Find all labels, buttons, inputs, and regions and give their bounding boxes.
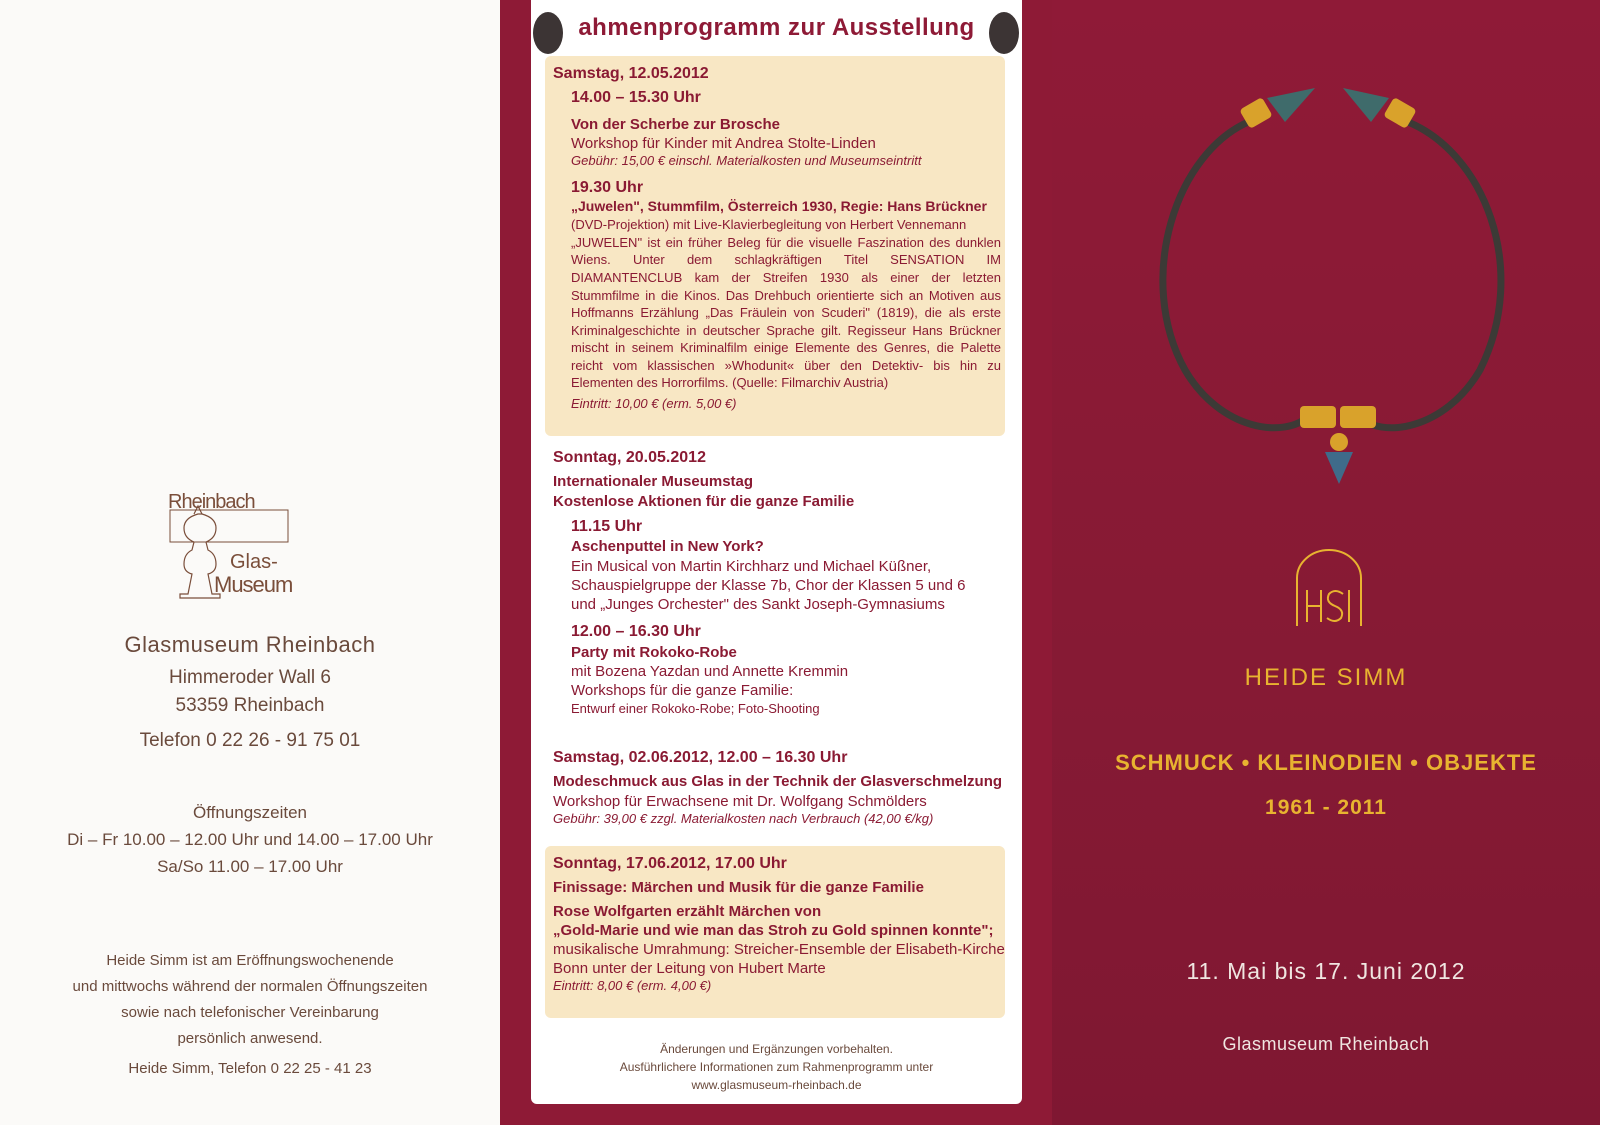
event-title: „Juwelen", Stummfilm, Österreich 1930, Regie: Hans Brückner	[571, 198, 987, 215]
exhibition-years: 1961 - 2011	[1265, 796, 1387, 819]
middle-panel	[500, 0, 1052, 1125]
event-time: 12.00 – 16.30 Uhr	[571, 623, 701, 641]
exhibition-venue: Glasmuseum Rheinbach	[1222, 1034, 1430, 1054]
museum-street: Himmeroder Wall 6	[169, 667, 331, 688]
program-title: ahmenprogramm zur Ausstellung	[578, 14, 975, 41]
museum-phone: Telefon 0 22 26 - 91 75 01	[139, 730, 361, 751]
event-2	[553, 448, 1003, 718]
event-time: 14.00 – 15.30 Uhr	[571, 89, 701, 107]
event-description: mit Bozena Yazdan und Annette Kremmin	[571, 662, 849, 680]
right-panel	[1052, 0, 1600, 1125]
museum-name: Glasmuseum Rheinbach	[124, 632, 376, 657]
event-3	[553, 748, 1013, 827]
program-card	[531, 0, 1022, 1104]
event-description: „JUWELEN" ist ein früher Beleg für die visuelle Faszination des dunklen Wiens. Unter dem schlagkräftigen Titel SENSATION IM DIAMANTENCLUB kam der Streifen 1930 als einer der letzten Stummfilme in die Kinos. Das Drehbuch orientierte sich an Motiven aus Hoffmanns Erzählung „Das Fräulein von Scuderi" (1819), die als erste Kriminalgeschichte in deutscher Sprache gilt. Regisseur Hans Brückner mischt in seinem Kriminalfilm einige Elemente des Genres, die Palette reicht vom klassischen »Whodunit« über den Detektiv- bis hin zu Elementen des Horrorfilms. (Quelle: Filmarchiv Austria)	[571, 234, 1001, 391]
event-title: Modeschmuck aus Glas in der Technik der Glasverschmelzung	[553, 773, 1003, 791]
artist-name: HEIDE SIMM	[1244, 664, 1408, 691]
event-date: Samstag, 02.06.2012, 12.00 – 16.30 Uhr	[553, 749, 848, 766]
event-subtitle: Workshop für Erwachsene mit Dr. Wolfgang Schmölders	[553, 792, 927, 810]
event-date: Sonntag, 20.05.2012	[553, 449, 706, 466]
glasmuseum-logo	[168, 492, 302, 610]
exhibition-dates: 11. Mai bis 17. Juni 2012	[1186, 958, 1466, 984]
event-subtitle: Workshop für Kinder mit Andrea Stolte-Linden	[571, 135, 876, 153]
left-panel	[0, 0, 500, 1125]
event-1	[553, 64, 1003, 412]
event-title: Party mit Rokoko-Robe	[571, 643, 737, 661]
event-subtitle: (DVD-Projektion) mit Live-Klavierbegleitung von Herbert Vennemann	[571, 217, 967, 233]
event-description: Entwurf einer Rokoko-Robe; Foto-Shooting	[571, 701, 820, 717]
footer-line: Ausführlichere Informationen zum Rahmenprogramm unter	[619, 1060, 934, 1074]
event-date: Sonntag, 17.06.2012, 17.00 Uhr	[553, 855, 787, 872]
program-footer	[531, 1040, 1022, 1094]
note-line: Heide Simm ist am Eröffnungswochenende	[106, 952, 394, 969]
note-line: und mittwochs während der normalen Öffnungszeiten	[72, 978, 428, 995]
event-title: Von der Scherbe zur Brosche	[571, 115, 780, 133]
note-line: sowie nach telefonischer Vereinbarung	[121, 1004, 379, 1021]
event-description: und „Junges Orchester" des Sankt Joseph-Gymnasiums	[571, 595, 945, 613]
logo-text-line3: Museum	[214, 572, 293, 597]
artist-phone: Heide Simm, Telefon 0 22 25 - 41 23	[128, 1060, 372, 1077]
hours-weekday: Di – Fr 10.00 – 12.00 Uhr und 14.00 – 17.00 Uhr	[67, 830, 433, 849]
logo-text-line2: Glas-	[230, 551, 278, 573]
event-subtitle: „Gold-Marie und wie man das Stroh zu Gold spinnen konnte";	[553, 921, 994, 939]
logo-text-line1: Rheinbach	[168, 492, 255, 513]
event-date: Samstag, 12.05.2012	[553, 65, 709, 82]
event-title: Internationaler Museumstag	[553, 473, 754, 491]
event-description: Bonn unter der Leitung von Hubert Marte	[553, 960, 826, 978]
event-4	[553, 854, 1013, 995]
event-description: Workshops für die ganze Familie:	[571, 681, 794, 699]
footer-line: Änderungen und Ergänzungen vorbehalten.	[660, 1042, 893, 1056]
hs-monogram-icon	[1293, 548, 1365, 628]
event-fee: Gebühr: 39,00 € zzgl. Materialkosten nach Verbrauch (42,00 €/kg)	[553, 810, 934, 826]
event-fee: Eintritt: 10,00 € (erm. 5,00 €)	[571, 395, 737, 411]
event-time: 19.30 Uhr	[571, 178, 644, 196]
event-title: Aschenputtel in New York?	[571, 538, 764, 556]
event-subtitle: Rose Wolfgarten erzählt Märchen von	[553, 902, 822, 920]
event-subtitle: Kostenlose Aktionen für die ganze Familie	[553, 492, 855, 510]
event-time: 11.15 Uhr	[571, 517, 643, 535]
event-description: Ein Musical von Martin Kirchharz und Michael Küßner,	[571, 557, 932, 575]
event-fee: Gebühr: 15,00 € einschl. Materialkosten und Museumseintritt	[571, 153, 922, 169]
event-title: Finissage: Märchen und Musik für die ganze Familie	[553, 879, 924, 897]
necklace-image	[1135, 70, 1535, 500]
website-link[interactable]: www.glasmuseum-rheinbach.de	[691, 1078, 862, 1092]
event-description: musikalische Umrahmung: Streicher-Ensemble der Elisabeth-Kirche	[553, 941, 1005, 959]
museum-city: 53359 Rheinbach	[175, 695, 325, 716]
event-description: Schauspielgruppe der Klasse 7b, Chor der Klassen 5 und 6	[571, 576, 966, 594]
hours-title: Öffnungszeiten	[192, 803, 308, 822]
exhibition-subtitle: SCHMUCK • KLEINODIEN • OBJEKTE	[1115, 750, 1537, 775]
event-fee: Eintritt: 8,00 € (erm. 4,00 €)	[553, 978, 712, 994]
note-line: persönlich anwesend.	[177, 1030, 323, 1047]
hours-weekend: Sa/So 11.00 – 17.00 Uhr	[157, 857, 343, 876]
